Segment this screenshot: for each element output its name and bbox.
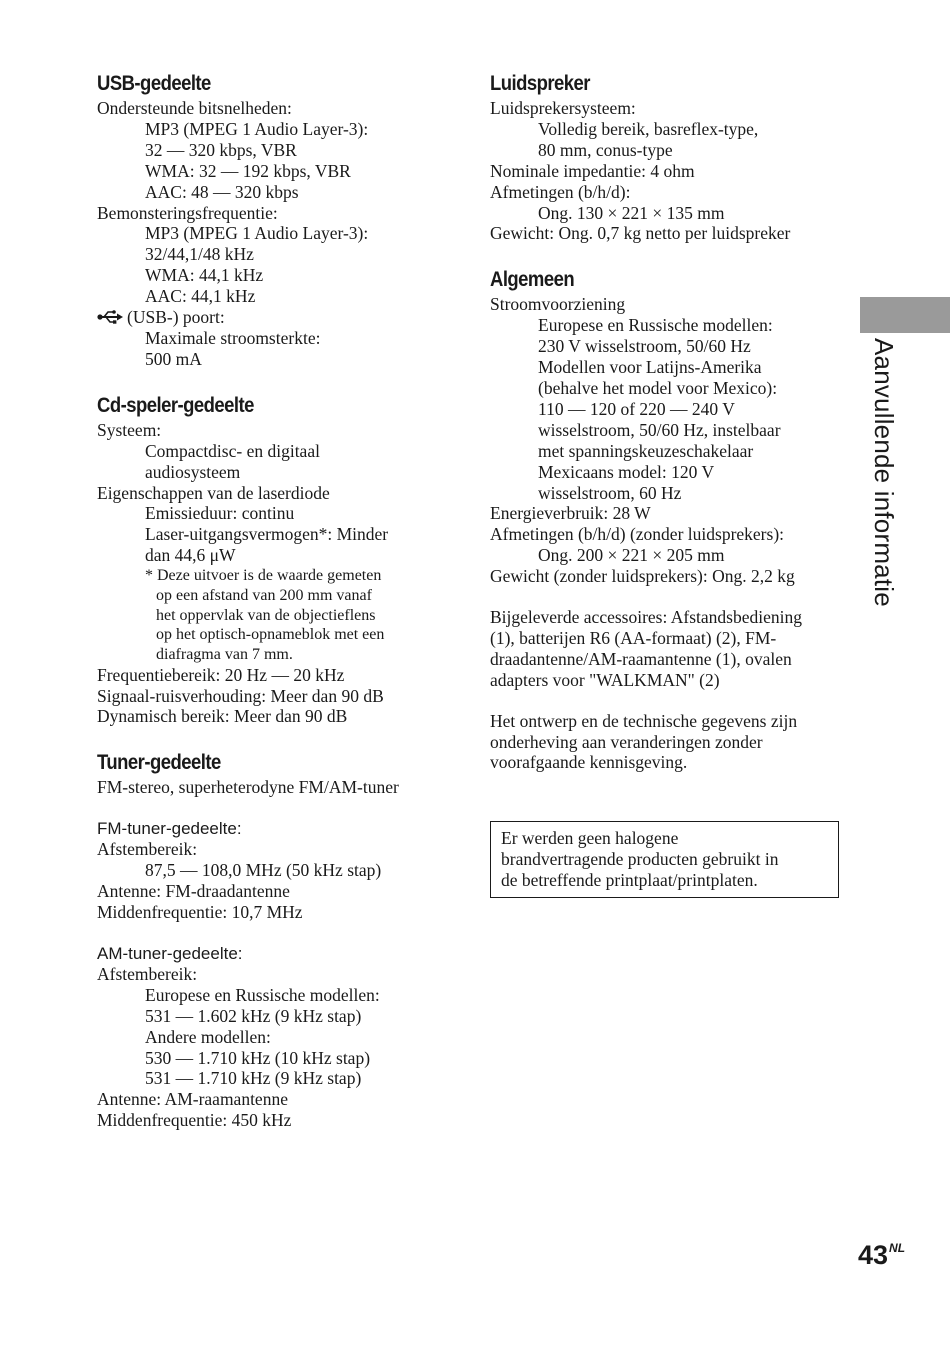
usb-line: WMA: 44,1 kHz [145,265,264,286]
cd-footnote: * Deze uitvoer is de waarde gemeten [145,567,382,585]
speaker-line: Luidsprekersysteem: [490,98,636,118]
tuner-line: FM-stereo, superheterodyne FM/AM-tuner [97,777,399,798]
disclaimer-line: onderheving aan veranderingen zonder [490,731,763,752]
general-line: wisselstroom, 50/60 Hz, instelbaar [538,419,781,440]
accessories-line: (1), batterijen R6 (AA-formaat) (2), FM- [490,627,777,648]
am-line: Middenfrequentie: 450 kHz [97,1110,292,1131]
cd-line: Dynamisch bereik: Meer dan 90 dB [97,706,348,727]
cd-line: dan 44,6 μW [145,545,236,566]
speaker-line: Ong. 130 × 221 × 135 mm [538,202,725,223]
page-number-value: 43 [858,1240,889,1270]
general-line: Afmetingen (b/h/d) (zonder luidsprekers): [490,524,785,545]
usb-section [97,70,457,370]
speaker-section [490,70,840,244]
speaker-line: Nominale impedantie: 4 ohm [490,160,695,181]
cd-footnote: op het optisch-opnameblok met een [156,626,385,644]
side-tab-marker [860,297,950,333]
cd-footnote: diafragma van 7 mm. [156,645,293,663]
am-line: 531 — 1.710 kHz (9 kHz stap) [145,1068,362,1089]
usb-icon [97,308,123,322]
speaker-line: Volledig bereik, basreflex-type, [538,118,759,139]
am-line: Andere modellen: [145,1026,271,1047]
usb-line: MP3 (MPEG 1 Audio Layer-3): [145,223,369,244]
cd-line: Emissieduur: continu [145,503,295,524]
general-line: Modellen voor Latijns-Amerika [538,357,762,378]
fm-subheading: FM-tuner-gedeelte: [97,819,242,839]
accessories-line: Bijgeleverde accessoires: Afstandsbediening [490,607,802,628]
fm-line: 87,5 — 108,0 MHz (50 kHz stap) [145,860,382,881]
speaker-line: Gewicht: Ong. 0,7 kg netto per luidspreker [490,223,791,244]
speaker-line: Afmetingen (b/h/d): [490,181,631,202]
usb-line: 500 mA [145,348,202,369]
usb-line: 32/44,1/48 kHz [145,244,254,265]
notice-line: de betreffende printplaat/printplaten. [501,870,758,891]
usb-line: 32 — 320 kbps, VBR [145,139,297,160]
cd-section [97,392,457,728]
usb-line: AAC: 44,1 kHz [145,286,256,307]
usb-line: MP3 (MPEG 1 Audio Layer-3): [145,118,369,139]
cd-footnote: op een afstand van 200 mm vanaf [156,586,372,604]
usb-sampling-label: Bemonsteringsfrequentie: [97,202,278,223]
accessories-line: draadantenne/AM-raamantenne (1), ovalen [490,648,792,669]
cd-heading: Cd-speler-gedeelte [97,393,254,417]
general-line: Mexicaans model: 120 V [538,461,715,482]
general-heading: Algemeen [490,268,575,292]
usb-line: AAC: 48 — 320 kbps [145,181,299,202]
cd-line: Signaal-ruisverhouding: Meer dan 90 dB [97,685,384,706]
speaker-heading: Luidspreker [490,72,590,95]
general-line: (behalve het model voor Mexico): [538,377,778,398]
usb-heading: USB-gedeelte [97,72,211,95]
cd-line: Eigenschappen van de laserdiode [97,482,330,503]
general-line: Gewicht (zonder luidsprekers): Ong. 2,2 kg [490,566,795,587]
notice-box [490,821,839,898]
usb-bitrates-label: Ondersteunde bitsnelheden: [97,98,292,118]
fm-line: Afstembereik: [97,839,198,860]
cd-line: Compactdisc- en digitaal [145,440,320,461]
fm-line: Middenfrequentie: 10,7 MHz [97,901,303,922]
am-line: Afstembereik: [97,963,198,984]
left-column [97,70,457,1131]
notice-line: brandvertragende producten gebruikt in [501,849,779,870]
usb-port-label: (USB-) poort: [127,307,225,328]
right-column [490,70,840,898]
page-number [858,1240,905,1271]
usb-line: WMA: 32 — 192 kbps, VBR [145,160,351,181]
general-line: Ong. 200 × 221 × 205 mm [538,545,725,566]
tuner-section [97,749,457,1131]
general-line: 230 V wisselstroom, 50/60 Hz [538,336,751,357]
usb-line: Maximale stroomsterkte: [145,327,321,348]
usb-port-line [97,307,457,328]
cd-line: Systeem: [97,419,162,440]
notice-line: Er werden geen halogene [501,828,679,849]
cd-line: audiosysteem [145,461,241,482]
general-line: Europese en Russische modellen: [538,315,773,336]
disclaimer-line: Het ontwerp en de technische gegevens zijn [490,710,798,731]
am-line: 531 — 1.602 kHz (9 kHz stap) [145,1005,362,1026]
tuner-heading: Tuner-gedeelte [97,751,221,775]
disclaimer-paragraph [490,711,840,774]
general-line: Energieverbruik: 28 W [490,503,651,524]
general-line: 110 — 120 of 220 — 240 V [538,398,735,419]
am-line: Antenne: AM-raamantenne [97,1089,288,1110]
cd-footnote: het oppervlak van de objectieflens [156,606,376,624]
general-line: met spanningskeuzeschakelaar [538,440,754,461]
fm-line: Antenne: FM-draadantenne [97,881,290,902]
general-line: wisselstroom, 60 Hz [538,482,682,503]
general-section [490,266,840,587]
cd-line: Laser-uitgangsvermogen*: Minder [145,524,389,545]
speaker-line: 80 mm, conus-type [538,139,673,160]
cd-line: Frequentiebereik: 20 Hz — 20 kHz [97,664,345,685]
side-tab-label: Aanvullende informatie [869,338,899,607]
am-subheading: AM-tuner-gedeelte: [97,943,243,963]
accessories-line: adapters voor "WALKMAN" (2) [490,669,720,690]
am-line: Europese en Russische modellen: [145,984,380,1005]
am-line: 530 — 1.710 kHz (10 kHz stap) [145,1047,371,1068]
general-line: Stroomvoorziening [490,294,626,315]
accessories-paragraph [490,607,840,691]
disclaimer-line: voorafgaande kennisgeving. [490,752,688,773]
page-number-suffix: NL [889,1241,906,1255]
